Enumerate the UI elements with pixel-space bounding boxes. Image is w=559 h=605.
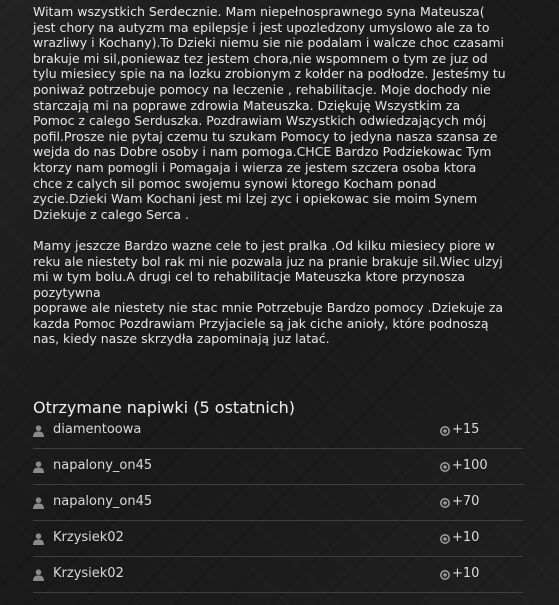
tip-row (33, 413, 523, 449)
tip-user-link[interactable]: napalony_on45 (53, 494, 153, 509)
description-paragraph-2: Mamy jeszcze Bardzo wazne cele to jest pralka .Od kilku miesiecy piore w reku ale niestety bol rak mi nie pozwala juz na pranie brakuje sil.Wiec ulzyj mi w tym bolu.A drugi cel to rehabilitacje Mateuszka ktore przynosza pozytywna poprawe ale niestety nie stac mnie Potrzebuje Bardzo pomocy .Dziekuje za kazda Pomoc Pozdrawiam Przyjaciele są jak ciche anioły, które podnoszą nas, kiedy nasze skrzydła zapominają juz latać. (33, 237, 504, 347)
tip-amount: +15 (452, 422, 480, 437)
tip-amount: +70 (452, 494, 480, 509)
coin-icon (440, 462, 450, 472)
user-icon (33, 461, 44, 473)
tip-user-link[interactable]: Krzysiek02 (53, 566, 124, 581)
tip-user-link[interactable]: napalony_on45 (53, 458, 153, 473)
tips-title: Otrzymane napiwki (5 ostatnich) (33, 398, 295, 417)
description-paragraph-1: Witam wszystkich Serdecznie. Mam niepełnosprawnego syna Mateusza( jest chory na autyzm ma epilepsje i jest upozledzony umyslowo ale za to wrazliwy i Kochany).To Dzieki niemu sie nie podalam i walcze choc czasami brakuje mi sil,poniewaz tez jestem chora,nie wspomnem o tym ze juz od tylu miesiecy spie na na lozku zrobionym z kołder na podłodze. Jesteśmy tu poniważ potrzebuje pomocy na leczenie , rehabilitacje. Moje dochody nie starczają mi na poprawe zdrowia Mateuszka. Dziękuję Wszystkim za Pomoc z calego Serduszka. Pozdrawiam Wszystkich odwiedzających mój pofil.Prosze nie pytaj czemu tu szukam Pomocy to jedyna nasza szansa ze wejda do nas Dobre osoby i nam pomoga.CHCE Bardzo Podziekowac Tym ktorzy nam pomogli i Pomagaja i wierza ze jestem szczera osoba ktora chce z calych sil pomoc swojemu synowi ktorego Kocham ponad zycie.Dzieki Wam Kochani jest mi lzej zyc i opiekowac sie moim Synem Dziekuje z calego Serca . (33, 4, 506, 222)
tips-list (33, 413, 523, 593)
tip-amount: +10 (452, 566, 480, 581)
coin-icon (440, 534, 450, 544)
tip-user-link[interactable]: diamentoowa (53, 422, 142, 437)
coin-icon (440, 570, 450, 580)
tip-user-link[interactable]: Krzysiek02 (53, 530, 124, 545)
coin-icon (440, 426, 450, 436)
description-text (33, 4, 525, 347)
user-icon (33, 569, 44, 581)
user-icon (33, 497, 44, 509)
tip-row (33, 449, 523, 485)
tip-row (33, 557, 523, 593)
coin-icon (440, 498, 450, 508)
user-icon (33, 533, 44, 545)
user-icon (33, 425, 44, 437)
profile-description (33, 4, 525, 347)
tip-row (33, 521, 523, 557)
tip-amount: +100 (452, 458, 488, 473)
tip-row (33, 485, 523, 521)
tip-amount: +10 (452, 530, 480, 545)
